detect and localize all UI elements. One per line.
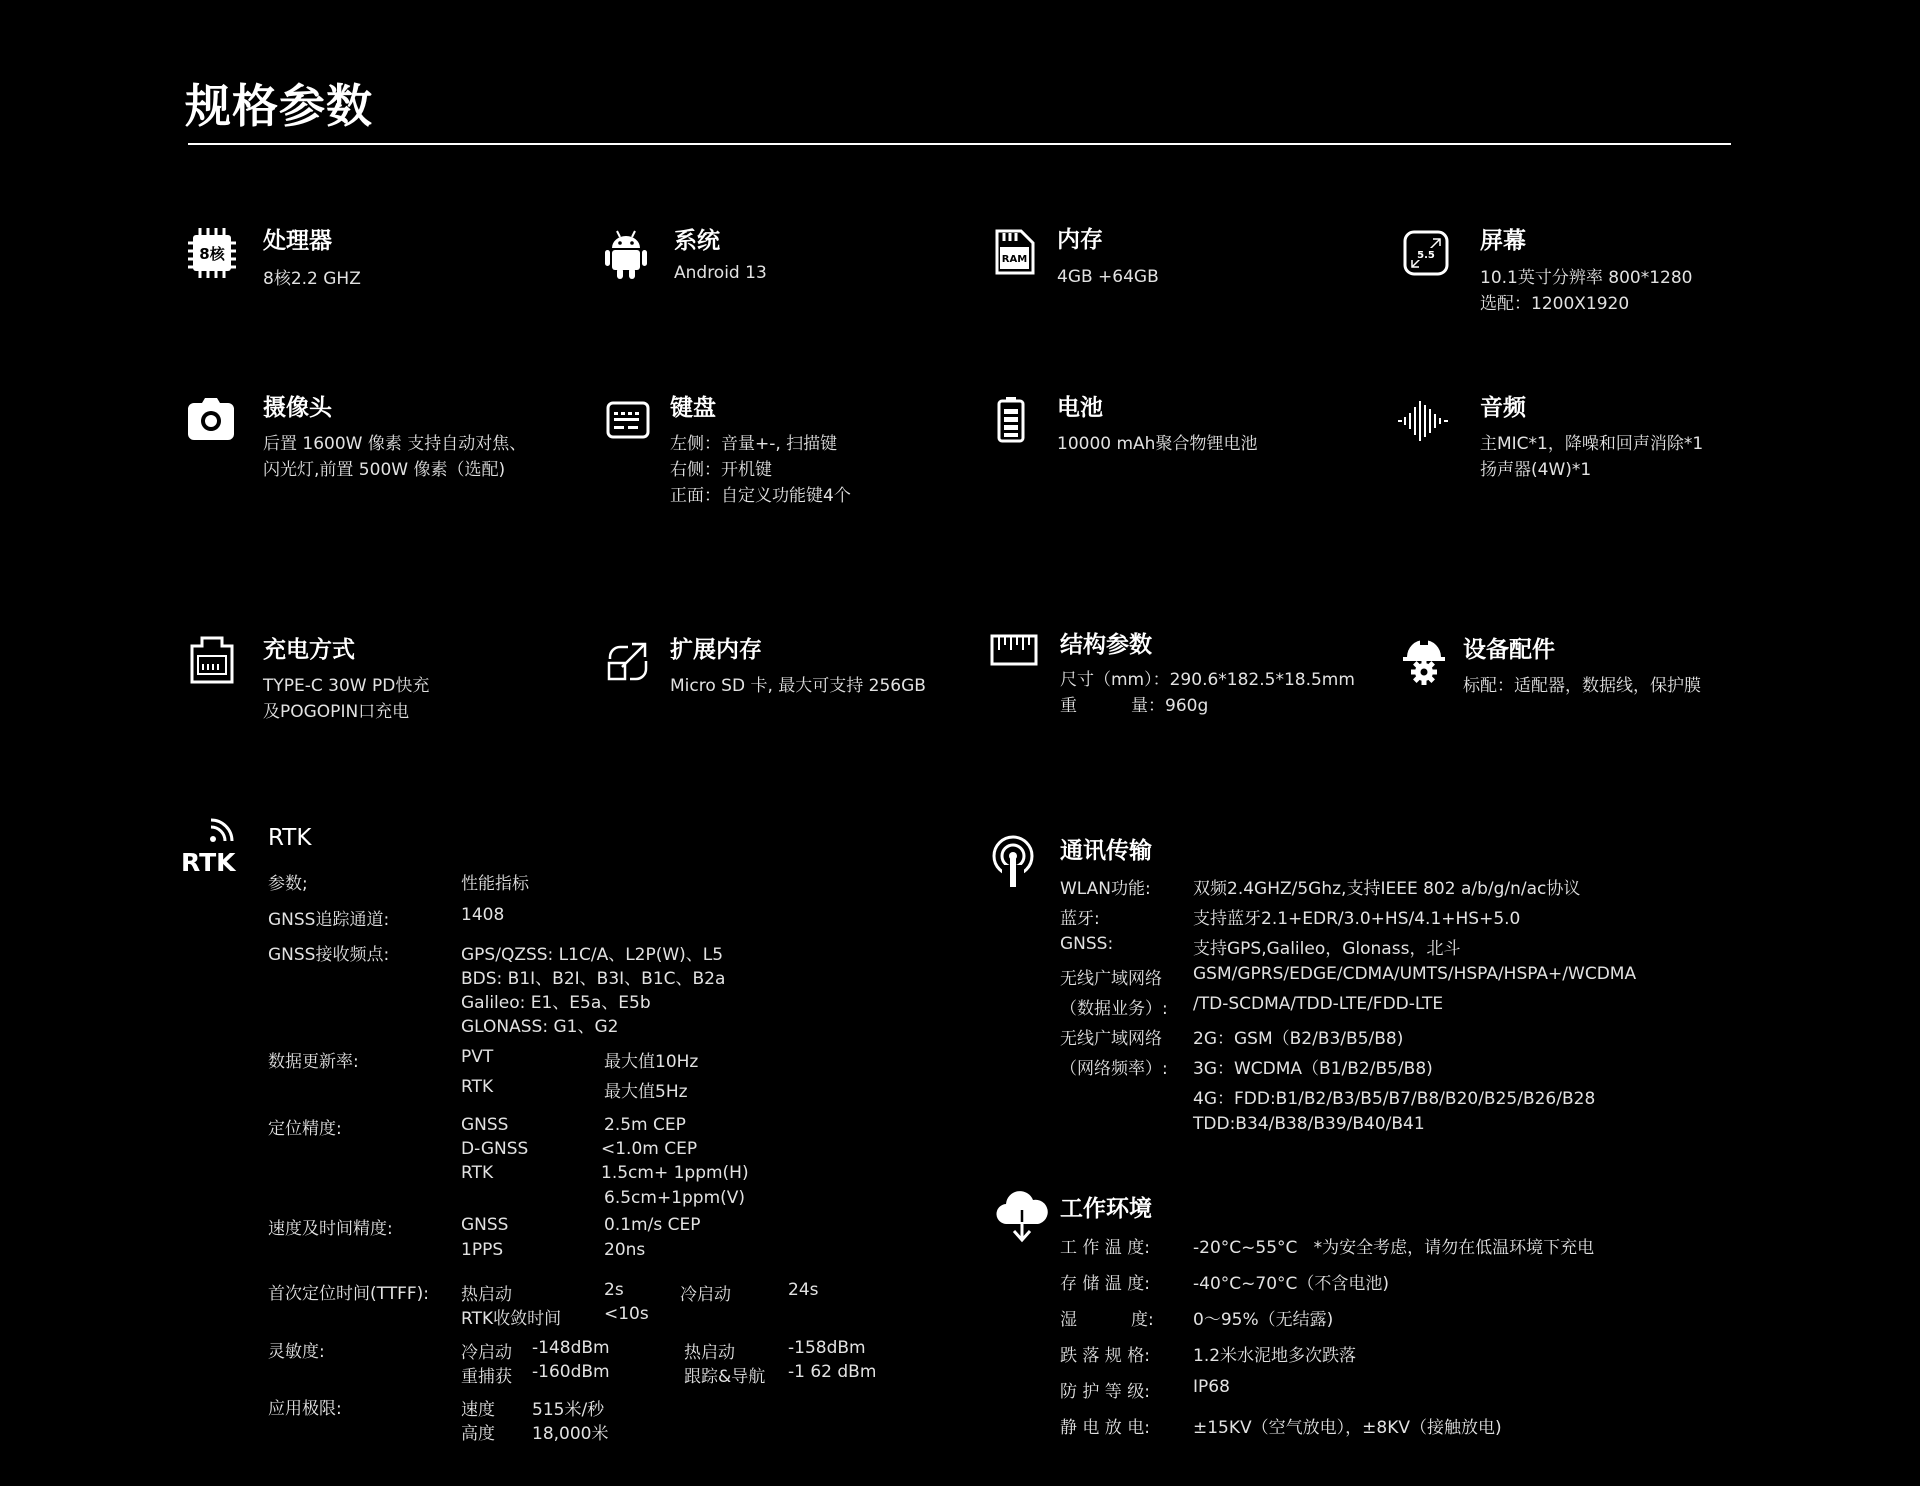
spec-line: 主MIC*1，降噪和回声消除*1 bbox=[1480, 434, 1704, 454]
audio-wave-icon bbox=[1396, 399, 1450, 443]
comm-label: （数据业务）: bbox=[1060, 999, 1168, 1019]
spec-name: 屏幕 bbox=[1480, 228, 1526, 254]
spec-line: 4GB +64GB bbox=[1057, 267, 1159, 287]
env-value: ±15KV（空气放电），±8KV（接触放电) bbox=[1193, 1418, 1502, 1438]
rtk-value: 热启动 bbox=[684, 1343, 735, 1363]
comm-label: 蓝牙: bbox=[1060, 909, 1100, 929]
antenna-icon bbox=[990, 835, 1036, 889]
rtk-value: 515米/秒 bbox=[532, 1400, 605, 1420]
comm-title: 通讯传输 bbox=[1060, 838, 1152, 864]
env-label: 湿 度: bbox=[1060, 1310, 1154, 1330]
env-value: -40°C~70°C（不含电池) bbox=[1193, 1274, 1390, 1294]
ram-card-icon bbox=[993, 229, 1035, 275]
spec-name: 键盘 bbox=[670, 395, 716, 421]
rtk-value: 2s bbox=[604, 1280, 624, 1300]
env-value: 1.2米水泥地多次跌落 bbox=[1193, 1346, 1357, 1366]
battery-icon bbox=[997, 397, 1025, 443]
comm-value: 支持蓝牙2.1+EDR/3.0+HS/4.1+HS+5.0 bbox=[1193, 909, 1521, 929]
spec-line: TYPE-C 30W PD快充 bbox=[263, 676, 430, 696]
rtk-label: GNSS接收频点: bbox=[268, 945, 390, 965]
rtk-label: GNSS追踪通道: bbox=[268, 910, 390, 930]
svg-text:RTK: RTK bbox=[181, 848, 236, 877]
rtk-value: 1PPS bbox=[461, 1240, 504, 1260]
spec-name: 系统 bbox=[674, 228, 720, 254]
rtk-value: GPS/QZSS: L1C/A、L2P(W)、L5 bbox=[461, 945, 724, 965]
spec-line: 闪光灯,前置 500W 像素（选配) bbox=[263, 460, 506, 480]
comm-value: 2G：GSM（B2/B3/B5/B8) bbox=[1193, 1029, 1404, 1049]
spec-line: 扬声器(4W)*1 bbox=[1480, 460, 1592, 480]
comm-value: 双频2.4GHZ/5Ghz,支持IEEE 802 a/b/g/n/ac协议 bbox=[1193, 879, 1581, 899]
rtk-value: 18,000米 bbox=[532, 1424, 609, 1444]
svg-text:5.5: 5.5 bbox=[1417, 250, 1435, 261]
rtk-value: 冷启动 bbox=[461, 1343, 512, 1363]
rtk-label: 定位精度: bbox=[268, 1119, 342, 1139]
rtk-value: RTK bbox=[461, 1077, 494, 1097]
rtk-value: 24s bbox=[788, 1280, 819, 1300]
env-value: IP68 bbox=[1193, 1377, 1230, 1397]
cpu-8core-icon bbox=[188, 226, 240, 280]
rtk-value: 1.5cm+ 1ppm(H) bbox=[601, 1163, 749, 1183]
spec-line: 标配：适配器，数据线，保护膜 bbox=[1463, 676, 1701, 696]
spec-line: Android 13 bbox=[674, 263, 767, 283]
spec-line: 正面：自定义功能键4个 bbox=[670, 486, 851, 506]
rtk-value: GNSS bbox=[461, 1215, 509, 1235]
env-label: 防 护 等 级: bbox=[1060, 1382, 1150, 1402]
rtk-value: RTK bbox=[461, 1163, 494, 1183]
svg-text:RAM: RAM bbox=[1001, 254, 1028, 265]
rtk-value: D-GNSS bbox=[461, 1139, 529, 1159]
svg-text:8核: 8核 bbox=[199, 245, 225, 263]
rtk-value: Galileo: E1、E5a、E5b bbox=[461, 993, 651, 1013]
comm-value: 支持GPS,Galileo，Glonass，北斗 bbox=[1193, 939, 1461, 959]
rtk-value: GNSS bbox=[461, 1115, 509, 1135]
expand-arrows-icon bbox=[606, 639, 650, 683]
spec-line: 尺寸（mm）：290.6*182.5*18.5mm bbox=[1060, 670, 1355, 690]
comm-value: TDD:B34/B38/B39/B40/B41 bbox=[1193, 1114, 1425, 1134]
rtk-value: 性能指标 bbox=[461, 874, 529, 894]
spec-line: 重 量：960g bbox=[1060, 696, 1209, 716]
spec-line: 10.1英寸分辨率 800*1280 bbox=[1480, 268, 1693, 288]
spec-name: 设备配件 bbox=[1463, 637, 1555, 663]
keyboard-icon bbox=[606, 401, 650, 439]
spec-line: 右侧：开机键 bbox=[670, 460, 772, 480]
rtk-label: 参数; bbox=[268, 874, 308, 894]
env-label: 工 作 温 度: bbox=[1060, 1238, 1150, 1258]
spec-line: 8核2.2 GHZ bbox=[263, 269, 361, 289]
rtk-value: PVT bbox=[461, 1047, 494, 1067]
comm-value: GSM/GPRS/EDGE/CDMA/UMTS/HSPA/HSPA+/WCDMA bbox=[1193, 964, 1637, 984]
env-value: 0～95%（无结露) bbox=[1193, 1310, 1334, 1330]
env-label: 存 储 温 度: bbox=[1060, 1274, 1150, 1294]
rtk-label: 应用极限: bbox=[268, 1399, 342, 1419]
spec-line: 及POGOPIN口充电 bbox=[263, 702, 410, 722]
comm-label: GNSS: bbox=[1060, 934, 1114, 954]
comm-value: 4G：FDD:B1/B2/B3/B5/B7/B8/B20/B25/B26/B28 bbox=[1193, 1089, 1596, 1109]
rtk-value: 冷启动 bbox=[680, 1285, 731, 1305]
spec-name: 音频 bbox=[1480, 395, 1526, 421]
rtk-value: 热启动 bbox=[461, 1285, 512, 1305]
rtk-value: -1 62 dBm bbox=[788, 1362, 877, 1382]
helmet-gear-icon bbox=[1401, 633, 1447, 685]
cloud-download-icon bbox=[995, 1188, 1049, 1244]
spec-name: 扩展内存 bbox=[670, 637, 762, 663]
page-title: 规格参数 bbox=[185, 79, 373, 133]
comm-value: 3G：WCDMA（B1/B2/B5/B8) bbox=[1193, 1059, 1433, 1079]
comm-label: 无线广域网络 bbox=[1060, 1029, 1162, 1049]
rtk-value: 重捕获 bbox=[461, 1367, 512, 1387]
env-label: 静 电 放 电: bbox=[1060, 1418, 1150, 1438]
rtk-value: 20ns bbox=[604, 1240, 646, 1260]
charging-port-icon bbox=[188, 636, 236, 684]
rtk-value: 跟踪&导航 bbox=[684, 1367, 766, 1387]
rtk-value: 最大值10Hz bbox=[604, 1052, 699, 1072]
rtk-value: 6.5cm+1ppm(V) bbox=[604, 1188, 746, 1208]
spec-line: 后置 1600W 像素 支持自动对焦、 bbox=[263, 434, 527, 454]
rtk-signal-icon bbox=[181, 820, 237, 877]
env-title: 工作环境 bbox=[1060, 1196, 1152, 1222]
rtk-title: RTK bbox=[268, 825, 312, 851]
ruler-icon bbox=[990, 634, 1038, 666]
android-icon bbox=[605, 230, 647, 280]
rtk-value: GLONASS: G1、G2 bbox=[461, 1017, 619, 1037]
spec-name: 结构参数 bbox=[1060, 632, 1152, 658]
rtk-value: -158dBm bbox=[788, 1338, 866, 1358]
spec-line: 选配：1200X1920 bbox=[1480, 294, 1630, 314]
rtk-value: -148dBm bbox=[532, 1338, 610, 1358]
screen-size-icon bbox=[1403, 230, 1449, 276]
comm-label: WLAN功能: bbox=[1060, 879, 1151, 899]
env-value: -20°C~55°C *为安全考虑，请勿在低温环境下充电 bbox=[1193, 1238, 1595, 1258]
rtk-label: 灵敏度: bbox=[268, 1342, 325, 1362]
rtk-value: 2.5m CEP bbox=[604, 1115, 686, 1135]
spec-line: 左侧：音量+-, 扫描键 bbox=[670, 434, 838, 454]
rtk-value: RTK收敛时间 bbox=[461, 1309, 562, 1329]
rtk-value: <1.0m CEP bbox=[601, 1139, 698, 1159]
comm-value: /TD-SCDMA/TDD-LTE/FDD-LTE bbox=[1193, 994, 1444, 1014]
spec-name: 摄像头 bbox=[263, 395, 332, 421]
rtk-label: 速度及时间精度: bbox=[268, 1219, 393, 1239]
rtk-value: 最大值5Hz bbox=[604, 1082, 688, 1102]
spec-name: 电池 bbox=[1057, 395, 1103, 421]
spec-name: 处理器 bbox=[263, 228, 332, 254]
env-label: 跌 落 规 格: bbox=[1060, 1346, 1150, 1366]
camera-icon bbox=[188, 398, 234, 440]
rtk-value: 0.1m/s CEP bbox=[604, 1215, 701, 1235]
rtk-value: -160dBm bbox=[532, 1362, 610, 1382]
spec-name: 充电方式 bbox=[263, 637, 355, 663]
title-divider bbox=[188, 143, 1731, 145]
spec-name: 内存 bbox=[1057, 227, 1103, 253]
rtk-value: 高度 bbox=[461, 1424, 495, 1444]
spec-line: 10000 mAh聚合物锂电池 bbox=[1057, 434, 1258, 454]
comm-label: （网络频率）: bbox=[1060, 1059, 1168, 1079]
rtk-label: 首次定位时间(TTFF): bbox=[268, 1284, 430, 1304]
spec-line: Micro SD 卡, 最大可支持 256GB bbox=[670, 676, 926, 696]
comm-label: 无线广域网络 bbox=[1060, 969, 1162, 989]
rtk-value: 1408 bbox=[461, 905, 505, 925]
rtk-label: 数据更新率: bbox=[268, 1052, 359, 1072]
rtk-value: BDS: B1I、B2I、B3I、B1C、B2a bbox=[461, 969, 726, 989]
rtk-value: <10s bbox=[604, 1304, 649, 1324]
rtk-value: 速度 bbox=[461, 1400, 495, 1420]
